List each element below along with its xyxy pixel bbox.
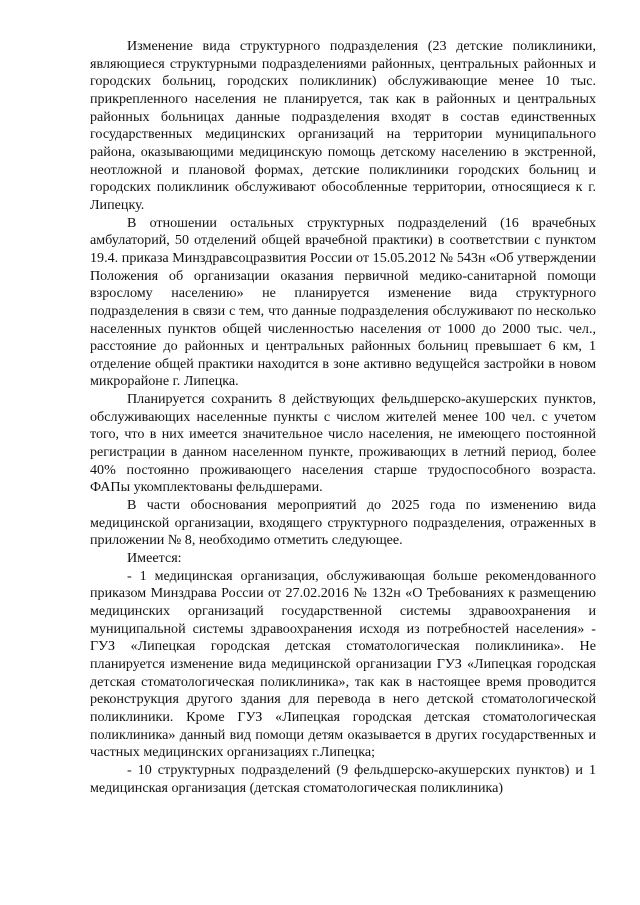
paragraph-available: Имеется:: [127, 550, 182, 567]
paragraph-ambulatories: В отношении остальных структурных подразделений (16 врачебных амбулаторий, 50 отделений общей врачебной практики) в соответствии с пунктом 19.4. приказа Минздравсоцразвития России от 15.05.2012 № 543н «Об утверждении Положения об организации оказания первичной медико-санитарной помощи взрослому населению» не планируется изменение вида структурного подразделения в связи с тем, что данные подразделения обслуживают по несколько населенных пунктов общей численностью населения от 1000 до 2000 тыс. чел., расстояние до районных и центральных районных больниц превышает 6 км, 1 отделение общей практики находится в зоне активно ведущейся застройки в новом микрорайоне г. Липецка.: [90, 214, 596, 390]
paragraph-feldsher-points: Планируется сохранить 8 действующих фельдшерско-акушерских пунктов, обслуживающих населенные пункты с числом жителей менее 100 чел. с учетом того, что в них имеется значительное число населения, не имеющего постоянной регистрации в данном населенном пункте, проживающих в летний период, более 40% постоянно проживающего населения старше трудоспособного возраста. ФАПы укомплектованы фельдшерами.: [90, 391, 596, 496]
document-page: [90, 38, 596, 797]
list-item-dental-clinic: - 1 медицинская организация, обслуживающая больше рекомендованного приказом Минздрава России от 27.02.2016 № 132н «О Требованиях к размещению медицинских организаций государственной системы здравоохранения и муниципальной системы здравоохранения исходя из потребностей населения» - ГУЗ «Липецкая городская детская стоматологическая поликлиника». Не планируется изменение вида медицинской организации ГУЗ «Липецкая городская детская стоматологическая поликлиника», так как в настоящее время проводится реконструкция другого здания для перевода в него детской стоматологической поликлиники. Кроме ГУЗ «Липецкая городская детская стоматологическая поликлиника» данный вид помощи детям оказывается в других государственных и частных медицинских организациях г.Липецка;: [90, 567, 596, 761]
paragraph-measures-2025: В части обоснования мероприятий до 2025 года по изменению вида медицинской организации, входящего структурного подразделения, отраженных в приложении № 8, необходимо отметить следующее.: [90, 497, 596, 549]
paragraph-structural-units: Изменение вида структурного подразделения (23 детские поликлиники, являющиеся структурными подразделениями районных, центральных районных и городских больниц, городских поликлиник) обслуживающие менее 10 тыс. прикрепленного населения не планируется, так как в районных и центральных районных больницах данные подразделения входят в состав единственных государственных медицинских организаций на территории муниципального района, оказывающими медицинскую помощь детскому населению в экстренной, неотложной и плановой формах, детские поликлиники городских больниц и городских поликлиник обслуживают обособленные территории, относящиеся к г. Липецку.: [90, 38, 596, 213]
list-item-structural-units: - 10 структурных подразделений (9 фельдшерско-акушерских пунктов) и 1 медицинская организация (детская стоматологическая поликлиника): [90, 761, 596, 796]
